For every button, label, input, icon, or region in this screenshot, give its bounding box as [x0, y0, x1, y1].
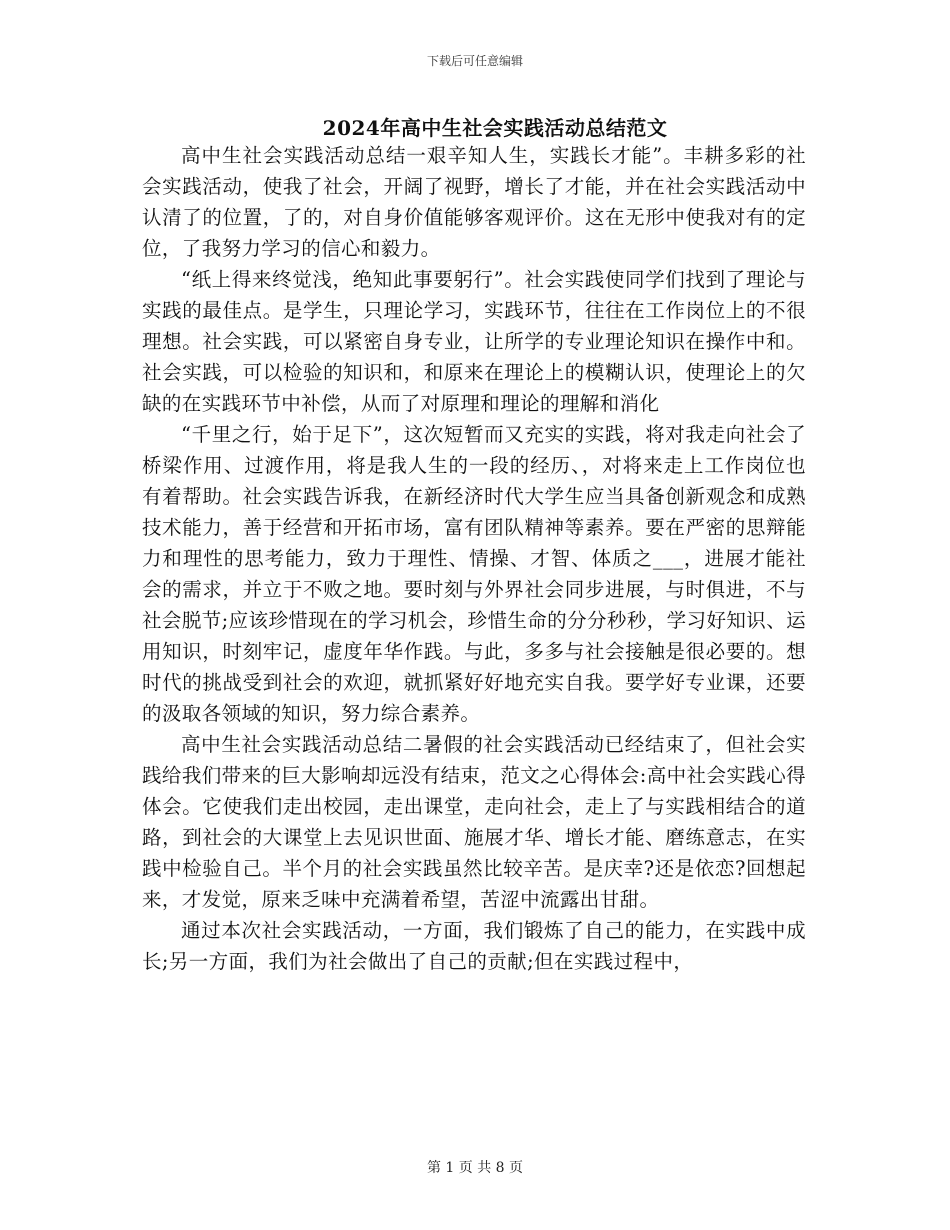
paragraph-4: 高中生社会实践活动总结二暑假的社会实践活动已经结束了，但社会实践给我们带来的巨大影响却远没有结束，范文之心得体会:高中社会实践心得体会。它使我们走出校园，走出课堂，走向社会，走上了与实践相结合的道路，到社会的大课堂上去见识世面、施展才华、增长才能、磨练意志，在实践中检验自己。半个月的社会实践虽然比较辛苦。是庆幸?还是依恋?回想起来，才发觉，原来乏味中充满着希望，苦涩中流露出甘甜。: [142, 733, 806, 911]
paragraph-2: “纸上得来终觉浅，绝知此事要躬行”。社会实践使同学们找到了理论与实践的最佳点。是学生，只理论学习，实践环节，往往在工作岗位上的不很理想。社会实践，可以紧密自身专业，让所学的专业理论知识在操作中和。社会实践，可以检验的知识和，和原来在理论上的模糊认识，使理论上的欠缺的在实践环节中补偿，从而了对原理和理论的理解和消化: [142, 268, 806, 415]
page-number: 第 1 页 共 8 页: [426, 1160, 524, 1176]
document-body: [142, 140, 806, 977]
document-title: 2024年高中生社会实践活动总结范文: [322, 116, 668, 140]
paragraph-1: 高中生社会实践活动总结一艰辛知人生，实践长才能”。丰耕多彩的社会实践活动，使我了社会，开阔了视野，增长了才能，并在社会实践活动中认清了的位置，了的，对自身价值能够客观评价。这在无形中使我对有的定位，了我努力学习的信心和毅力。: [142, 144, 806, 260]
paragraph-3: “千里之行，始于足下”，这次短暂而又充实的实践，将对我走向社会了桥梁作用、过渡作用，将是我人生的一段的经历、，对将来走上工作岗位也有着帮助。社会实践告诉我，在新经济时代大学生应当具备创新观念和成熟技术能力，善于经营和开拓市场，富有团队精神等素养。要在严密的思辩能力和理性的思考能力，致力于理性、情操、才智、体质之___，进展才能社会的需求，并立于不败之地。要时刻与外界社会同步进展，与时俱进，不与社会脱节;应该珍惜现在的学习机会，珍惜生命的分分秒秒，学习好知识、运用知识，时刻牢记，虚度年华作践。与此，多多与社会接触是很必要的。想时代的挑战受到社会的欢迎，就抓紧好好地充实自我。要学好专业课，还要的汲取各领域的知识，努力综合素养。: [142, 423, 806, 725]
paragraph-5: 通过本次社会实践活动，一方面，我们锻炼了自己的能力，在实践中成长;另一方面，我们为社会做出了自己的贡献;但在实践过程中，: [142, 919, 806, 973]
header-note: 下载后可任意编辑: [426, 54, 523, 68]
